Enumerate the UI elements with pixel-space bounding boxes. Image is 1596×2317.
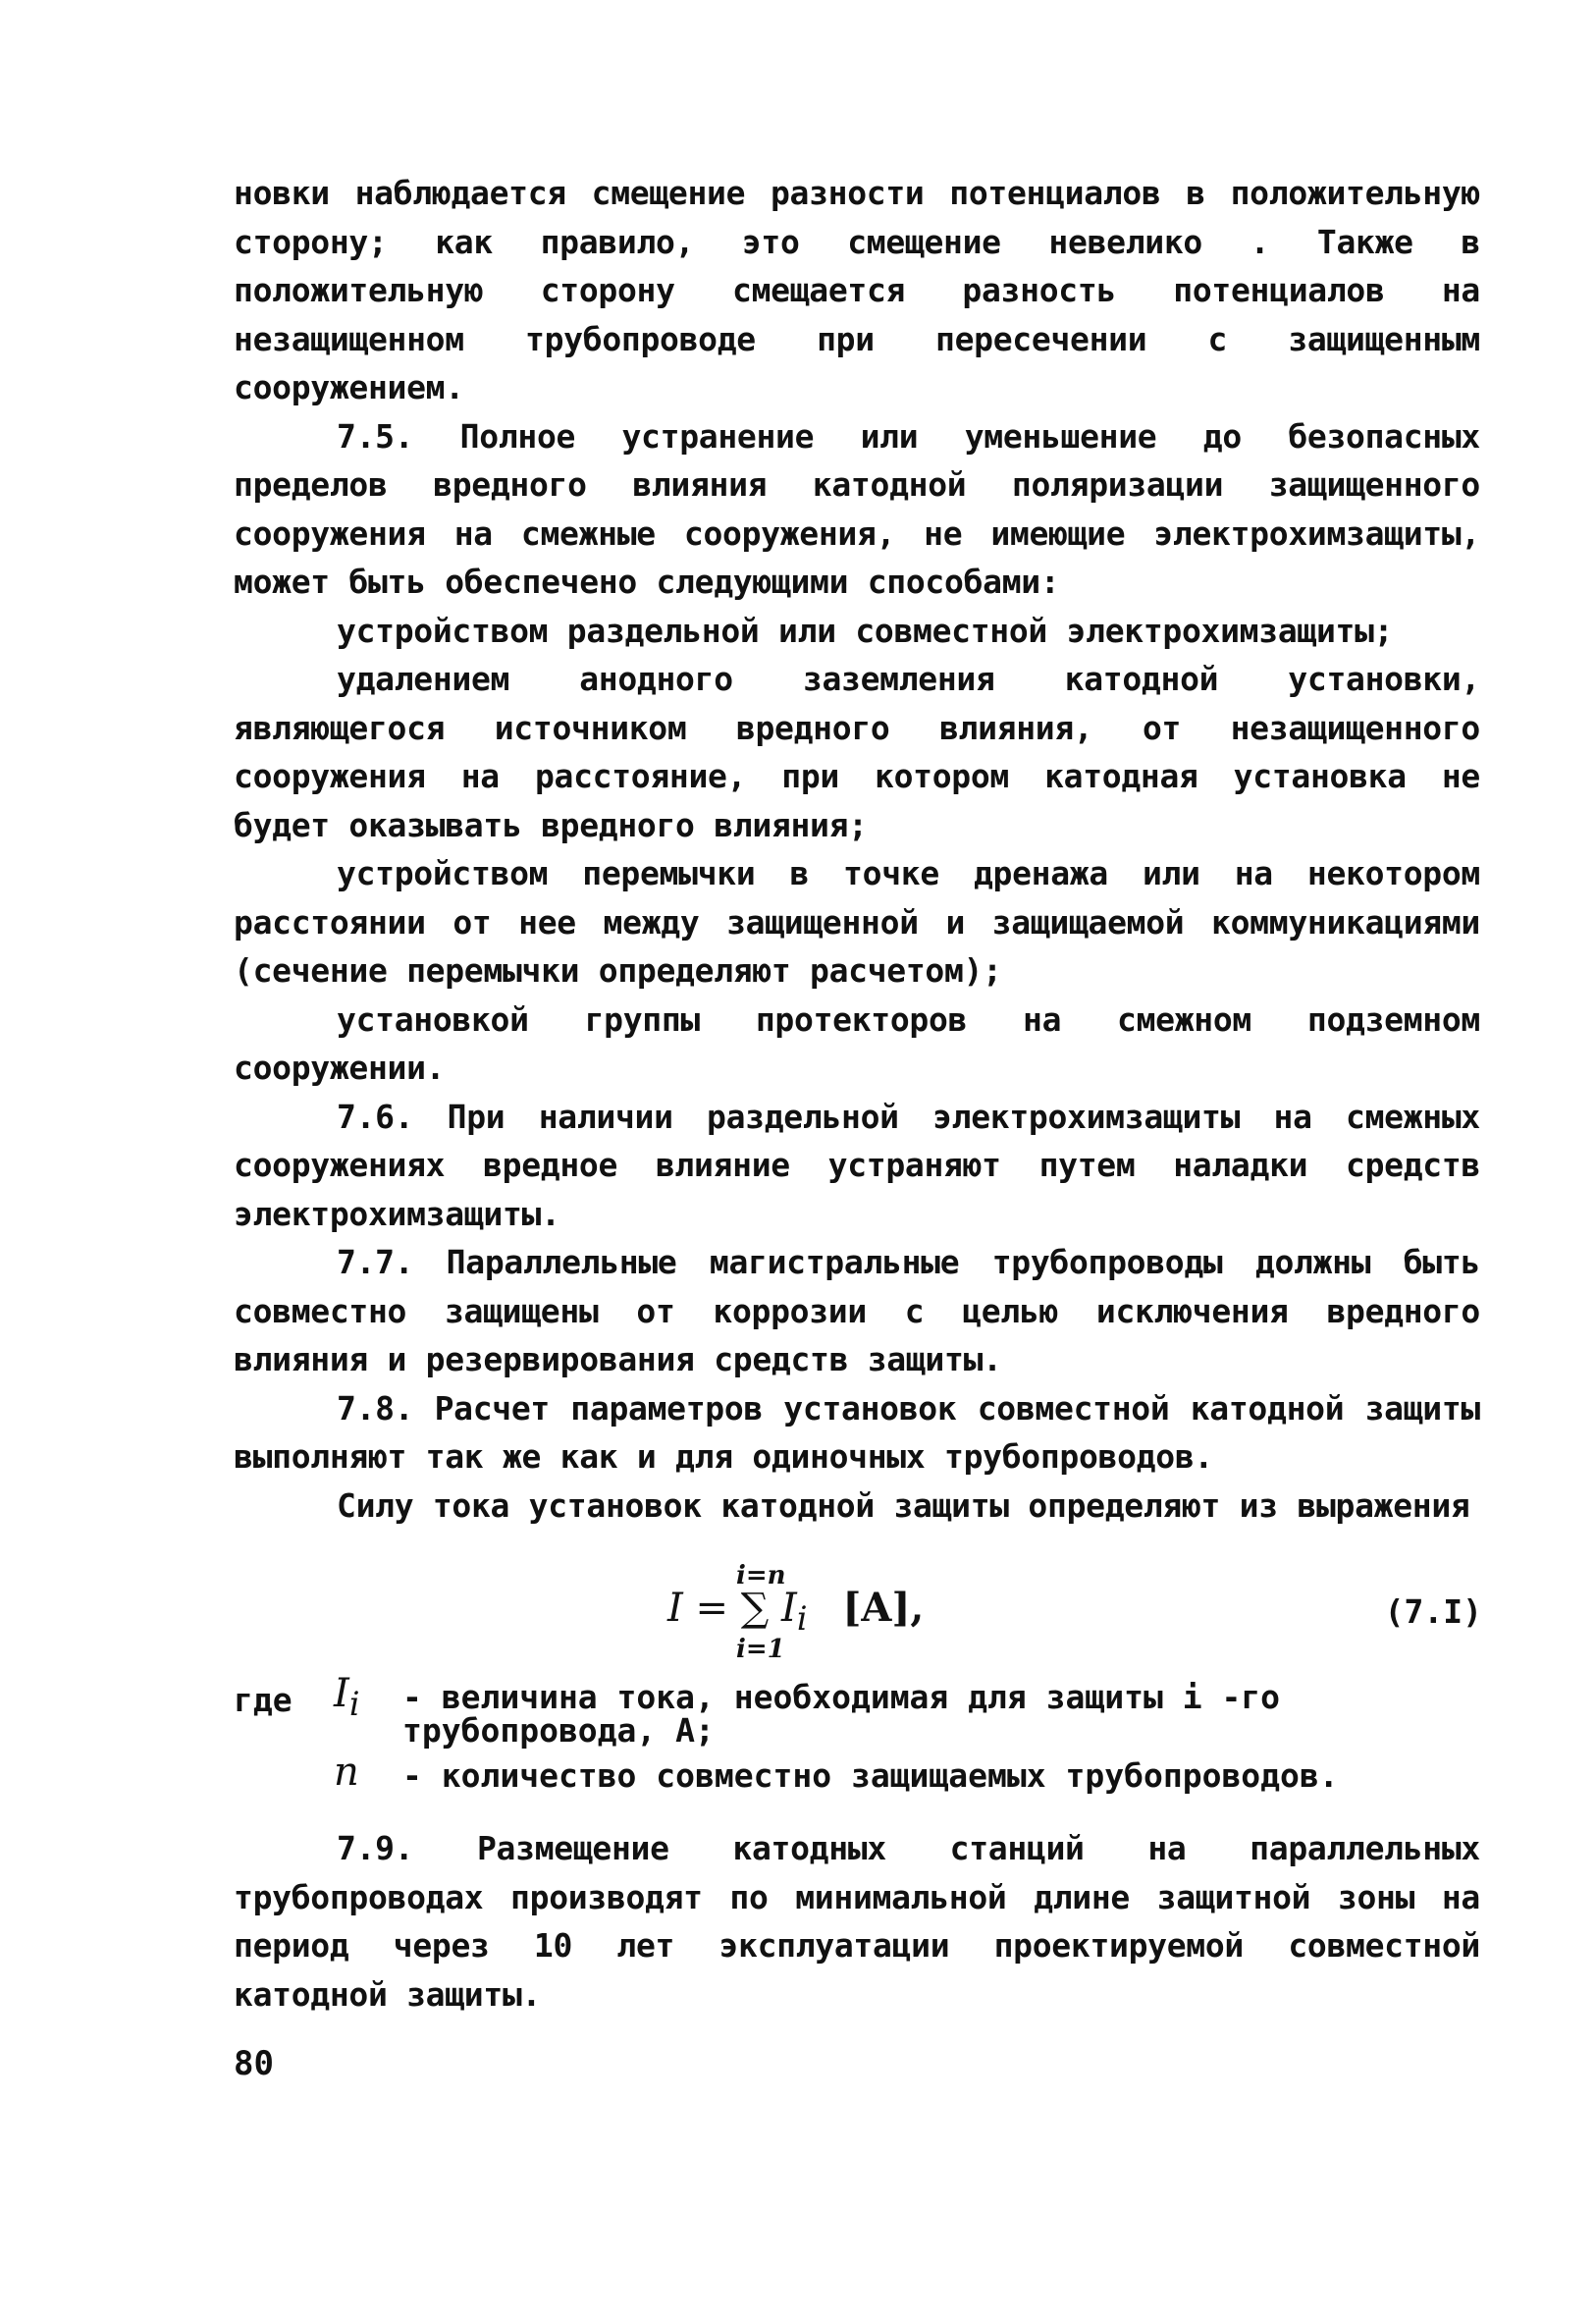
paragraph-7-5: 7.5. Полное устранение или уменьшение до безопасных пределов вредного влияния катодной поляризации защищенного сооружения на смежные сооружения, не имеющие электрохимзащиты, может быть обеспечено следующими способами: (234, 416, 1480, 601)
list-item-protectors: установкой группы протекторов на смежном подземном сооружении. (234, 999, 1480, 1087)
definition-symbol: $I_i$ (334, 1671, 360, 1723)
list-item-anode-removal: удалением анодного заземления катодной установки, являющегося источником вредного влияния, от незащищенного сооружения на расстояние, при котором катодная установка не будет оказывать вредного влияния; (234, 660, 1480, 844)
sum-lower-limit: i=1 (736, 1635, 785, 1664)
definition-count (234, 1750, 1480, 1814)
list-item-separate-protection: устройством раздельной или совместной электрохимзащиты; (337, 611, 1394, 650)
sum-upper-limit: i=n (736, 1561, 786, 1590)
paragraph-7-9: 7.9. Размещение катодных станций на параллельных трубопроводах производят по минимальной длине защитной зоны на период через 10 лет эксплуатации проектируемой совместной катодной защиты. (234, 1829, 1480, 2014)
paragraph-7-6: 7.6. При наличии раздельной электрохимзащиты на смежных сооружениях вредное влияние устраняют путем наладки средств электрохимзащиты. (234, 1097, 1480, 1233)
where-label: где (234, 1681, 293, 1719)
definition-symbol: n (334, 1750, 359, 1795)
definitions-list (234, 1671, 1480, 1814)
formula-7-1 (667, 1561, 1482, 1669)
definition-text: - величина тока, необходимая для защиты i -го трубопровода, А; (402, 1678, 1281, 1750)
equation-number: (7.I) (1384, 1592, 1482, 1631)
paragraph-7-8: 7.8. Расчет параметров установок совместной катодной защиты выполняют так же как и для одиночных трубопроводов. (234, 1388, 1480, 1476)
formula-expression (667, 1585, 924, 1638)
formula-body: I = ∑ I (667, 1586, 797, 1631)
definition-text: - количество совместно защищаемых трубопроводов. (402, 1756, 1339, 1795)
paragraph-continuation: новки наблюдается смещение разности потенциалов в положительную сторону; как правило, это смещение невелико . Также в положительную сторону смещается разность потенциалов на незащищенном трубопроводе при пересечении с защищенным сооружением. (234, 174, 1480, 406)
definition-current (234, 1671, 1480, 1755)
list-item-jumper: устройством перемычки в точке дренажа или на некотором расстоянии от нее между защищенной и защищаемой коммуникациями (сечение перемычки определяют расчетом); (234, 854, 1480, 990)
formula-subscript: i (796, 1599, 808, 1638)
paragraph-current-intro: Силу тока установок катодной защиты определяют из выражения (337, 1485, 1470, 1525)
paragraph-7-7: 7.7. Параллельные магистральные трубопроводы должны быть совместно защищены от коррозии с целью исключения вредного влияния и резервирования средств защиты. (234, 1243, 1480, 1378)
page-number: 80 (234, 2044, 274, 2083)
formula-unit: [A], (842, 1585, 925, 1631)
body-text-lower (234, 1824, 1480, 2019)
body-text-upper (234, 169, 1480, 1530)
